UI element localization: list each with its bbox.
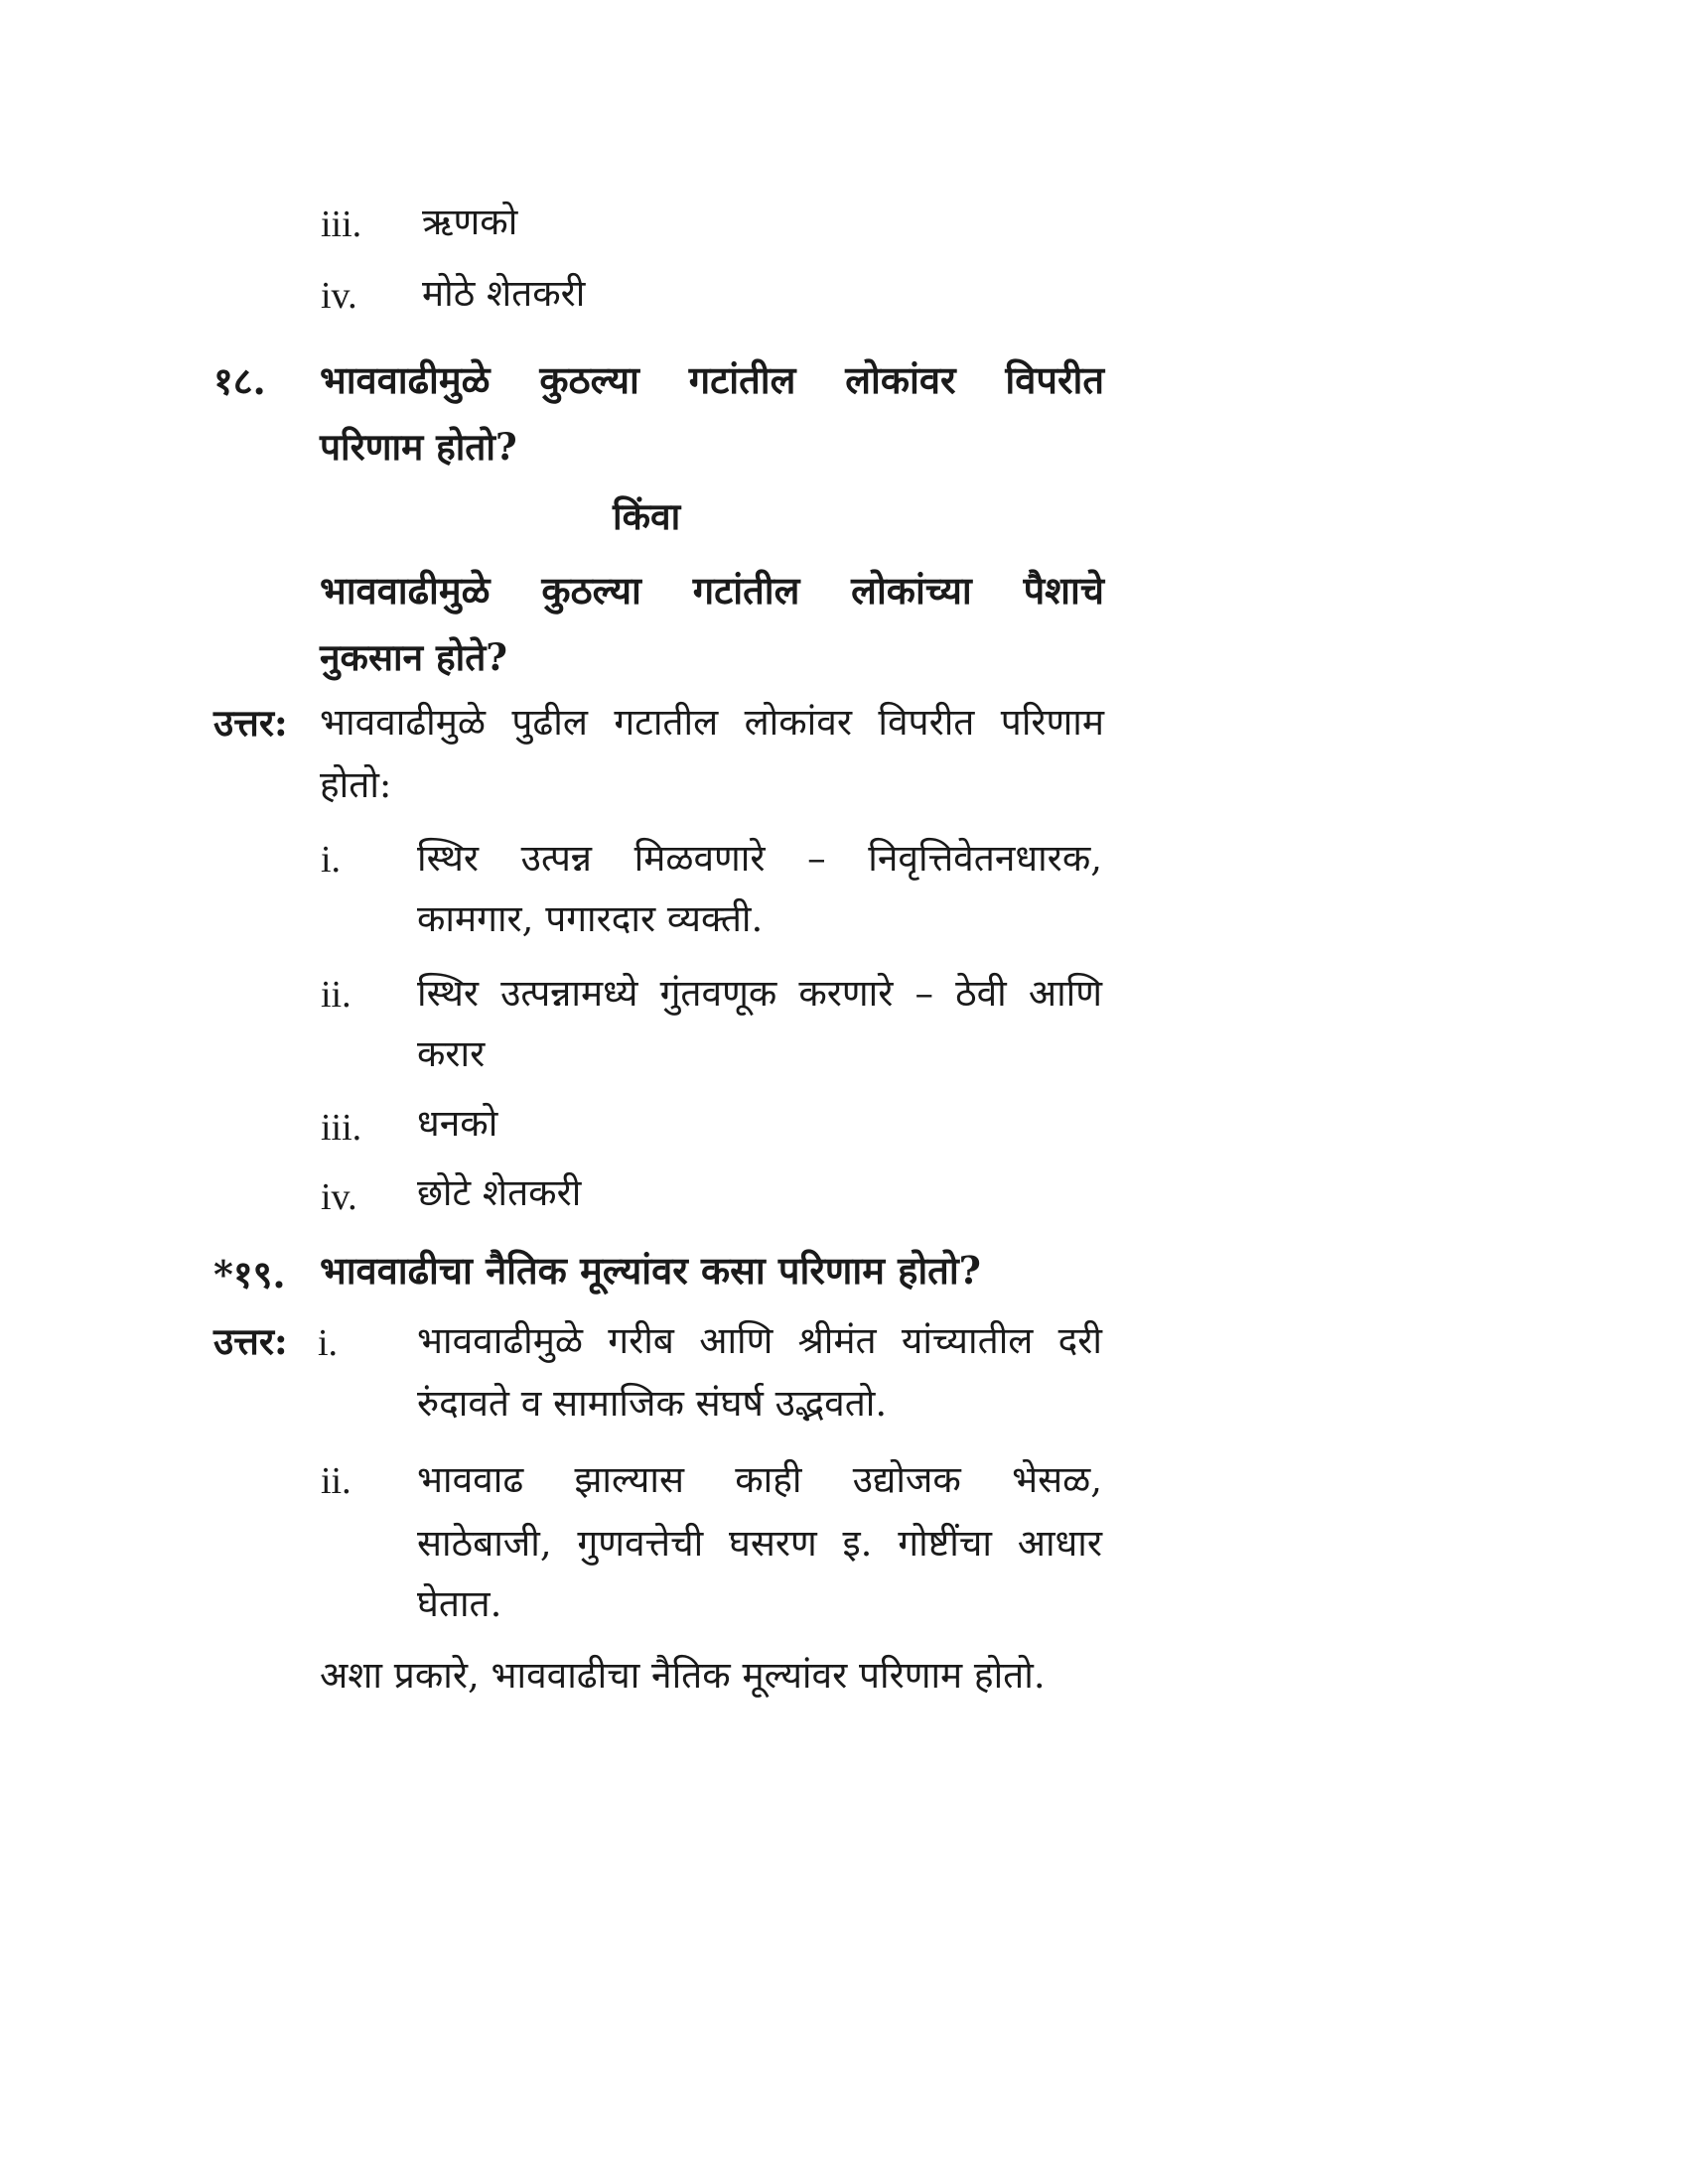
answer-text-line: भाववाढीमुळे पुढील गटातील लोकांवर विपरीत परिणाम xyxy=(320,701,1104,744)
question-alt-text-line: नुकसान होते? xyxy=(320,635,507,679)
question-alt-text-line: भाववाढीमुळे कुठल्या गटांतील लोकांच्या पैशाचे xyxy=(320,568,1104,613)
question-text-line: परिणाम होतो? xyxy=(320,425,517,469)
list-item-text: छोटे शेतकरी xyxy=(417,1171,582,1214)
answer-text-line: होतो: xyxy=(320,763,392,806)
list-item-number: iv. xyxy=(321,1176,357,1218)
list-item-number: ii. xyxy=(321,1460,352,1502)
list-item-text: कामगार, पगारदार व्यक्ती. xyxy=(417,897,764,940)
list-item-number: i. xyxy=(318,1322,339,1364)
answer-label: उत्तर: xyxy=(213,701,288,745)
question-number: *१९. xyxy=(213,1252,286,1297)
list-item-text: रुंदावते व सामाजिक संघर्ष उद्भवतो. xyxy=(417,1382,888,1425)
list-item-text: करार xyxy=(417,1032,486,1075)
list-item-number: iii. xyxy=(321,204,362,245)
list-item-text: भाववाढीमुळे गरीब आणि श्रीमंत यांच्यातील दरी xyxy=(417,1319,1102,1362)
or-separator: किंवा xyxy=(613,494,681,538)
list-item-number: iii. xyxy=(321,1107,362,1149)
list-item-text: घेतात. xyxy=(417,1582,502,1625)
answer-label: उत्तर: xyxy=(213,1319,288,1363)
list-item-number: iv. xyxy=(321,275,357,317)
list-item-text: ऋणको xyxy=(422,201,518,243)
list-item-text: स्थिर उत्पन्नामध्ये गुंतवणूक करणारे – ठेवी आणि xyxy=(417,972,1102,1015)
question-number: १८. xyxy=(213,358,266,403)
conclusion-text: अशा प्रकारे, भाववाढीचा नैतिक मूल्यांवर परिणाम होतो. xyxy=(320,1654,1046,1697)
list-item-number: ii. xyxy=(321,974,352,1016)
list-item-text: मोठे शेतकरी xyxy=(422,272,586,315)
list-item-text: स्थिर उत्पन्न मिळवणारे – निवृत्तिवेतनधारक, xyxy=(417,837,1102,880)
list-item-text: भाववाढ झाल्यास काही उद्योजक भेसळ, xyxy=(417,1458,1102,1501)
list-item-number: i. xyxy=(321,839,342,881)
question-text-line: भाववाढीमुळे कुठल्या गटांतील लोकांवर विपरीत xyxy=(320,357,1104,402)
list-item-text: साठेबाजी, गुणवत्तेची घसरण इ. गोष्टींचा आधार xyxy=(417,1522,1102,1565)
list-item-text: धनको xyxy=(417,1102,498,1145)
question-text-line: भाववाढीचा नैतिक मूल्यांवर कसा परिणाम होतो? xyxy=(320,1248,981,1293)
